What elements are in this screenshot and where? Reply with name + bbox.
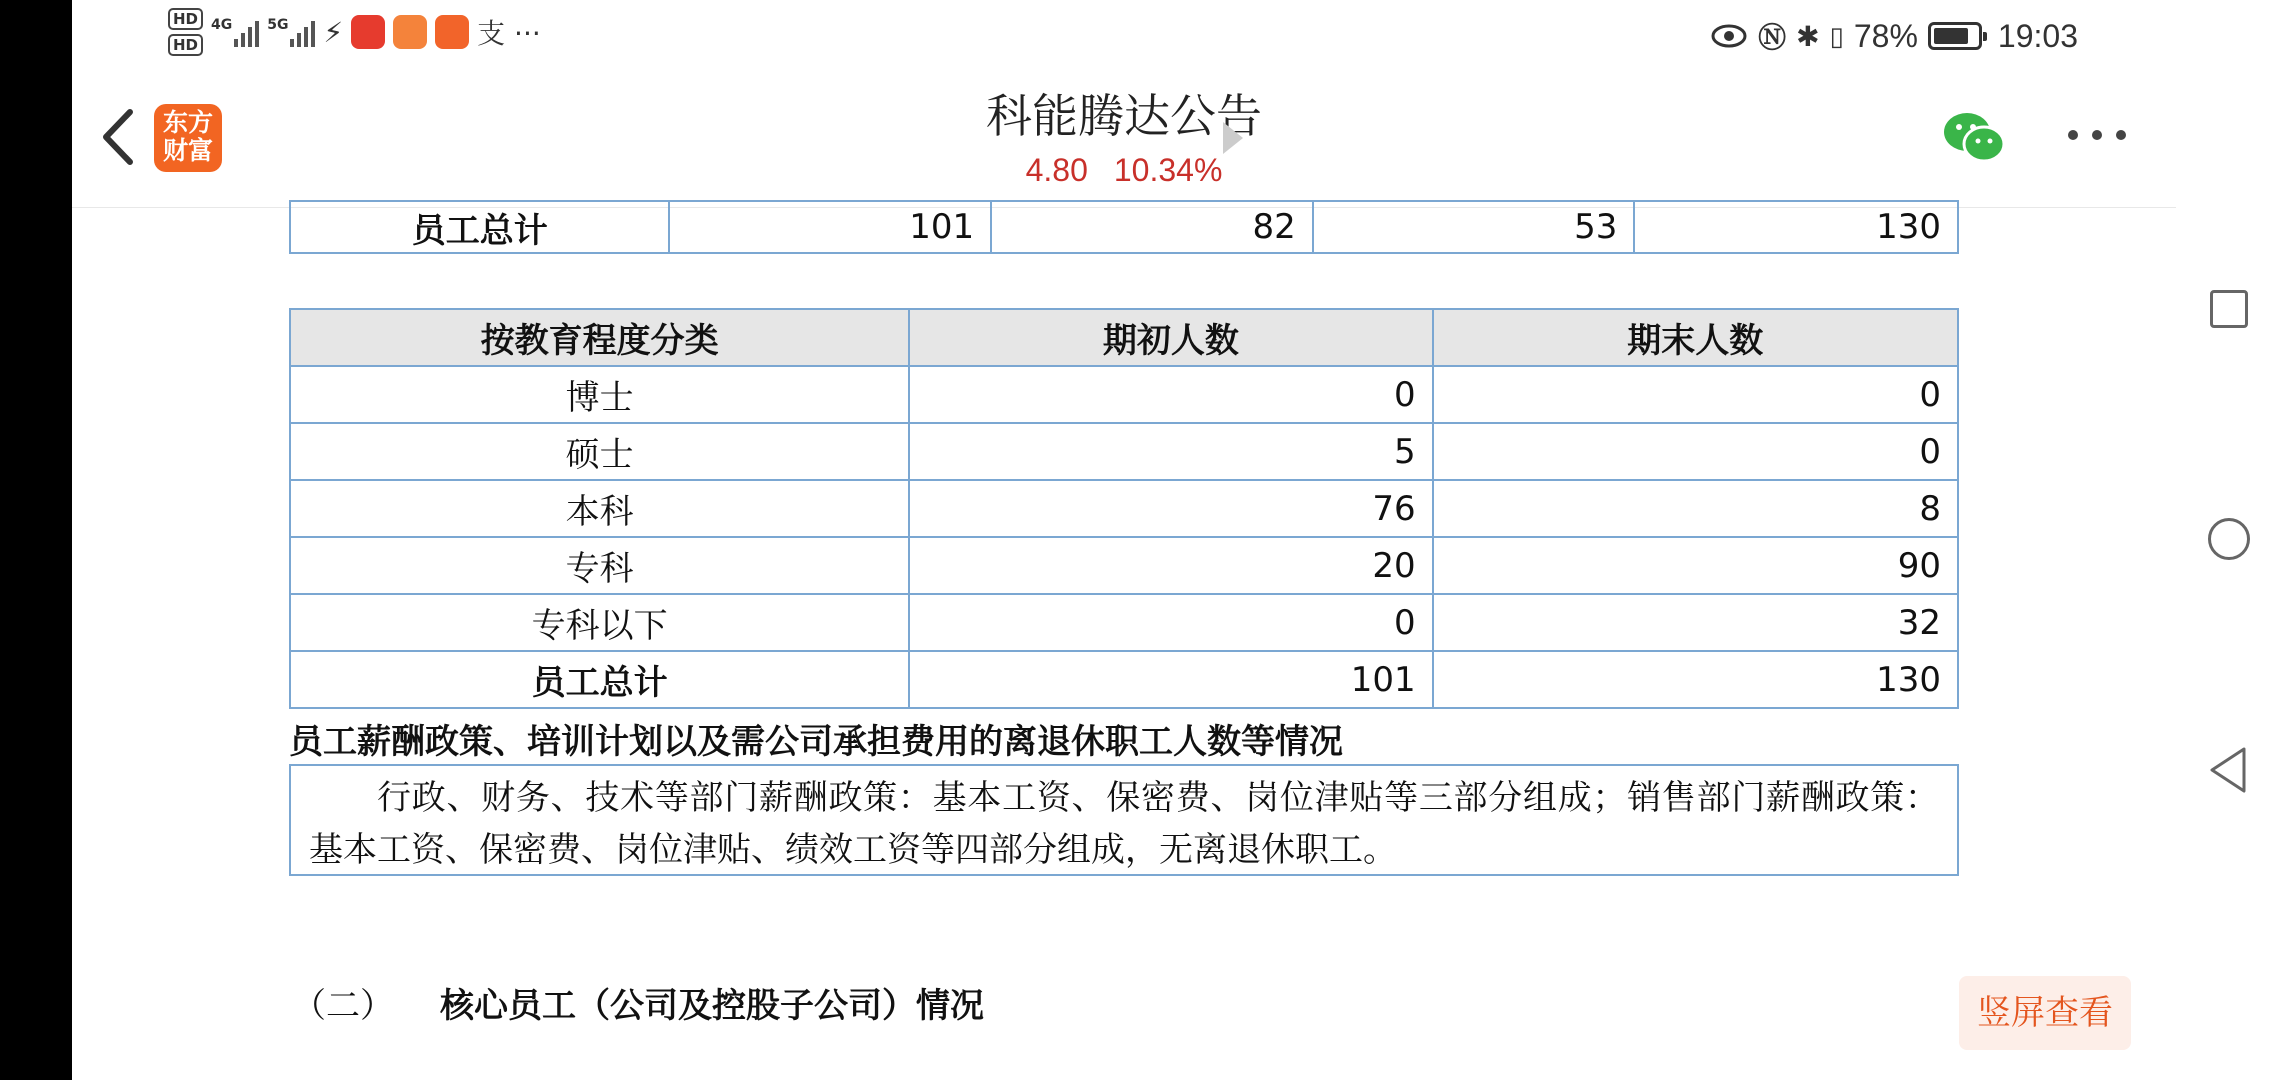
stock-change: 10.34%	[1113, 152, 1223, 188]
nav-back-icon[interactable]	[2206, 745, 2252, 795]
table-row: 博士 0 0	[290, 366, 1958, 423]
hd-indicator: HD HD	[168, 8, 203, 56]
core-staff-heading	[292, 978, 984, 1027]
table-header-row: 按教育程度分类 期初人数 期末人数	[290, 309, 1958, 366]
signal-4g-icon: 4G	[211, 17, 259, 47]
table-total-row: 员工总计 101 130	[290, 651, 1958, 708]
clock: 19:03	[1997, 17, 2078, 54]
table-row: 员工总计 101 82 53 130	[290, 201, 1958, 253]
bluetooth-icon: ✱	[1796, 20, 1820, 52]
stock-quote	[72, 152, 2176, 189]
page-title: 科能腾达公告	[986, 89, 1262, 143]
app-screen	[72, 0, 2176, 1080]
announcement-document	[72, 208, 2176, 1080]
battery-icon	[1928, 22, 1982, 50]
home-icon[interactable]	[2208, 518, 2250, 560]
app-notification-icon	[351, 15, 385, 49]
news-notification-icon	[435, 15, 469, 49]
stock-price: 4.80	[1025, 152, 1088, 188]
wechat-share-icon[interactable]	[1942, 110, 2006, 166]
signal-5g-icon: 5G	[267, 17, 315, 47]
section-number: （二）	[292, 986, 394, 1026]
policy-section-title: 员工薪酬政策、培训计划以及需公司承担费用的离退休职工人数等情况	[289, 722, 1343, 762]
title-block	[72, 88, 2176, 189]
nfc-icon: Ⓝ	[1758, 22, 1787, 53]
battery-percent: 78%	[1853, 17, 1918, 54]
section-title: 核心员工（公司及控股子公司）情况	[440, 986, 984, 1026]
status-bar	[72, 0, 2176, 70]
eastmoney-logo[interactable]: 东方 财富	[154, 104, 222, 172]
alipay-more-icon: 支 ···	[477, 17, 541, 50]
vibrate-icon: ▯	[1829, 20, 1844, 51]
eye-icon	[1710, 22, 1748, 50]
table-row: 专科以下 0 32	[290, 594, 1958, 651]
table-row: 硕士 5 0	[290, 423, 1958, 480]
game-notification-icon	[393, 15, 427, 49]
employee-total-table	[289, 200, 1959, 254]
play-triangle-icon[interactable]	[1223, 122, 1243, 154]
portrait-view-button[interactable]: 竖屏查看	[1959, 976, 2131, 1050]
recent-apps-icon[interactable]	[2210, 290, 2248, 328]
policy-paragraph: 行政、财务、技术等部门薪酬政策：基本工资、保密费、岗位津贴等三部分组成；销售部门薪酬政策：基本工资、保密费、岗位津贴、绩效工资等四部分组成，无离退休职工。	[289, 764, 1959, 876]
table-row: 本科 76 8	[290, 480, 1958, 537]
speed-icon: ⚡	[323, 15, 344, 49]
table-row: 专科 20 90	[290, 537, 1958, 594]
app-header	[72, 70, 2176, 208]
system-nav-bar	[2176, 0, 2280, 1080]
education-table	[289, 308, 1959, 709]
more-options-icon[interactable]	[2068, 130, 2128, 146]
